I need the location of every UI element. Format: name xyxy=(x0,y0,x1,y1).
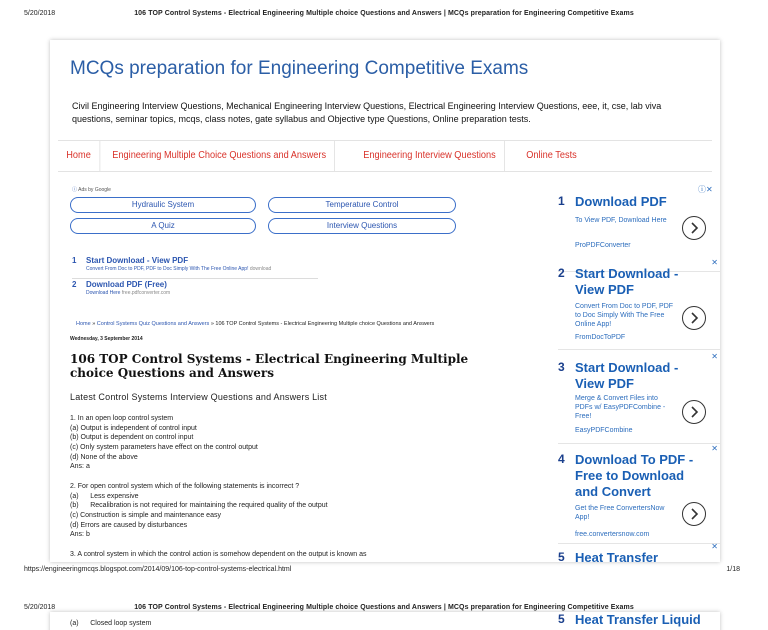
print-header-page-2 xyxy=(0,594,768,610)
right-ad-column xyxy=(558,186,720,562)
print-footer xyxy=(0,566,768,578)
chevron-right-icon[interactable] xyxy=(682,502,706,526)
main-nav xyxy=(58,140,712,172)
question-answer: Ans: a xyxy=(70,463,90,471)
ad-number: 3 xyxy=(558,360,565,374)
post-title: 106 TOP Control Systems - Electrical Engineering Multiple choice Questions and Answers xyxy=(70,352,469,380)
question-option: (a) Less expensive xyxy=(70,492,139,500)
ad-description: Get the Free ConvertersNow App! xyxy=(575,505,665,521)
ad-title[interactable]: Start Download - View PDF xyxy=(86,256,189,265)
print-doc-title: 106 TOP Control Systems - Electrical Engineering Multiple choice Questions and Answers | MCQs preparation for Engineering Competitive Exams xyxy=(134,604,634,611)
post-subtitle: Latest Control Systems Interview Questions and Answers List xyxy=(70,392,327,402)
right-ad-item[interactable] xyxy=(558,352,720,444)
ad-title[interactable]: Start Download - View PDF xyxy=(575,266,679,297)
print-date: 5/20/2018 xyxy=(24,604,56,611)
ads-label-text: Ads by Google xyxy=(78,187,111,193)
ad-button-temperature[interactable]: Temperature Control xyxy=(268,197,456,213)
text-ad-item[interactable] xyxy=(72,256,318,280)
ad-description: Merge & Convert Files into PDFs w/ EasyPDFCombine - Free! xyxy=(575,395,666,420)
ad-description: To View PDF, Download Here xyxy=(575,217,667,224)
ad-title[interactable]: Download PDF (Free) xyxy=(86,280,167,289)
post-date: Wednesday, 3 September 2014 xyxy=(70,336,143,342)
ad-description: Convert From Doc to PDF, PDF to Doc Simply With The Free Online App! xyxy=(575,303,674,328)
question-option: (d) Errors are caused by disturbances xyxy=(70,521,188,529)
ad-description: Convert From Doc to PDF, PDF to Doc Simply With The Free Online App! download xyxy=(86,266,272,272)
breadcrumb-home[interactable]: Home xyxy=(76,321,91,327)
ads-by-google-label xyxy=(72,186,111,193)
right-ad-item[interactable] xyxy=(558,542,720,562)
ad-source: EasyPDFCombine xyxy=(575,427,633,434)
ad-source: free.convertersnow.com xyxy=(575,531,650,538)
chevron-right-icon[interactable] xyxy=(682,216,706,240)
print-doc-title: 106 TOP Control Systems - Electrical Engineering Multiple choice Questions and Answers | MCQs preparation for Engineering Competitive Exams xyxy=(134,10,634,17)
ad-source: ProPDFConverter xyxy=(575,242,631,249)
breadcrumb-separator: » xyxy=(92,321,96,327)
ad-button-interview[interactable]: Interview Questions xyxy=(268,218,456,234)
page-count: 1/18 xyxy=(726,566,740,573)
post-body xyxy=(70,414,510,559)
question-option: (a) Output is independent of control input xyxy=(70,424,197,432)
ad-number: 5 xyxy=(558,612,565,626)
nav-item-interview[interactable]: Engineering Interview Questions xyxy=(355,141,505,171)
print-url: https://engineeringmcqs.blogspot.com/2014/09/106-top-control-systems-electrical.html xyxy=(24,566,292,573)
ad-source: FromDocToPDF xyxy=(575,334,626,341)
ad-title[interactable]: Heat Transfer Liquid xyxy=(575,612,701,627)
page-2 xyxy=(50,612,720,630)
print-date: 5/20/2018 xyxy=(24,10,56,17)
ad-title[interactable]: Download PDF xyxy=(575,194,667,209)
site-title[interactable]: MCQs preparation for Engineering Competitive Exams xyxy=(70,58,529,79)
ad-number: 4 xyxy=(558,452,565,466)
chevron-right-icon[interactable] xyxy=(682,400,706,424)
ad-description: Download Here free.pdfconverter.com xyxy=(86,290,171,296)
close-icon[interactable]: ✕ xyxy=(711,352,718,361)
question-answer: Ans: b xyxy=(70,531,90,539)
chevron-right-icon[interactable] xyxy=(682,306,706,330)
question-option: (b) Output is dependent on control input xyxy=(70,434,194,442)
question-option: (c) Construction is simple and maintenance easy xyxy=(70,511,221,519)
question-option: (d) None of the above xyxy=(70,453,138,461)
adchoices-icon[interactable]: ⓘ✕ xyxy=(698,185,713,194)
breadcrumb-separator: » xyxy=(210,321,214,327)
ad-number: 1 xyxy=(558,194,565,208)
close-icon[interactable]: ✕ xyxy=(711,542,718,551)
text-ad-list xyxy=(72,256,318,304)
ad-title[interactable]: Download To PDF - Free to Download and Convert xyxy=(575,452,694,499)
page-1 xyxy=(50,40,720,562)
ad-button-hydraulic[interactable]: Hydraulic System xyxy=(70,197,256,213)
info-icon: ⓘ xyxy=(72,187,78,193)
right-ad-item[interactable] xyxy=(558,444,720,544)
nav-item-online-tests[interactable]: Online Tests xyxy=(526,150,577,161)
nav-item-mcq[interactable]: Engineering Multiple Choice Questions and Answers xyxy=(104,141,335,171)
breadcrumb xyxy=(76,321,434,327)
ad-number: 5 xyxy=(558,550,565,562)
question-option: (a) Closed loop system xyxy=(70,620,152,627)
question-text: 1. In an open loop control system xyxy=(70,415,174,422)
question-text: 2. For open control system which of the following statements is incorrect ? xyxy=(70,482,300,490)
breadcrumb-category[interactable]: Control Systems Quiz Questions and Answers xyxy=(96,321,210,327)
close-icon[interactable]: ✕ xyxy=(711,258,718,267)
ad-button-quiz[interactable]: A Quiz xyxy=(70,218,256,234)
right-ad-item[interactable] xyxy=(558,258,720,350)
ad-number: 2 xyxy=(72,280,77,289)
site-description: Civil Engineering Interview Questions, Mechanical Engineering Interview Questions, Electrical Engineering Interview Questions, eee, it, cse, lab viva questions, seminar topics, mcqs, class notes, gate syllabus and Objective type Questions, Online preparation tests. xyxy=(72,101,662,124)
question-option: (b) Recalibration is not required for maintaining the required quality of the output xyxy=(70,502,328,510)
text-ad-item[interactable] xyxy=(72,280,318,304)
ad-number: 2 xyxy=(558,266,565,280)
nav-item-home[interactable]: Home xyxy=(58,141,100,171)
close-icon[interactable]: ✕ xyxy=(711,444,718,453)
ad-title[interactable]: Start Download - View PDF xyxy=(575,360,679,391)
question-option: (c) Only system parameters have effect on the control output xyxy=(70,444,258,452)
breadcrumb-current: 106 TOP Control Systems - Electrical Engineering Multiple choice Questions and Answers xyxy=(215,321,435,327)
question-text: 3. A control system in which the control action is somehow dependent on the output is known as xyxy=(70,550,367,558)
ad-title[interactable]: Heat Transfer xyxy=(575,550,659,562)
divider xyxy=(72,278,318,279)
print-header xyxy=(0,0,768,16)
ad-number: 1 xyxy=(72,256,77,265)
